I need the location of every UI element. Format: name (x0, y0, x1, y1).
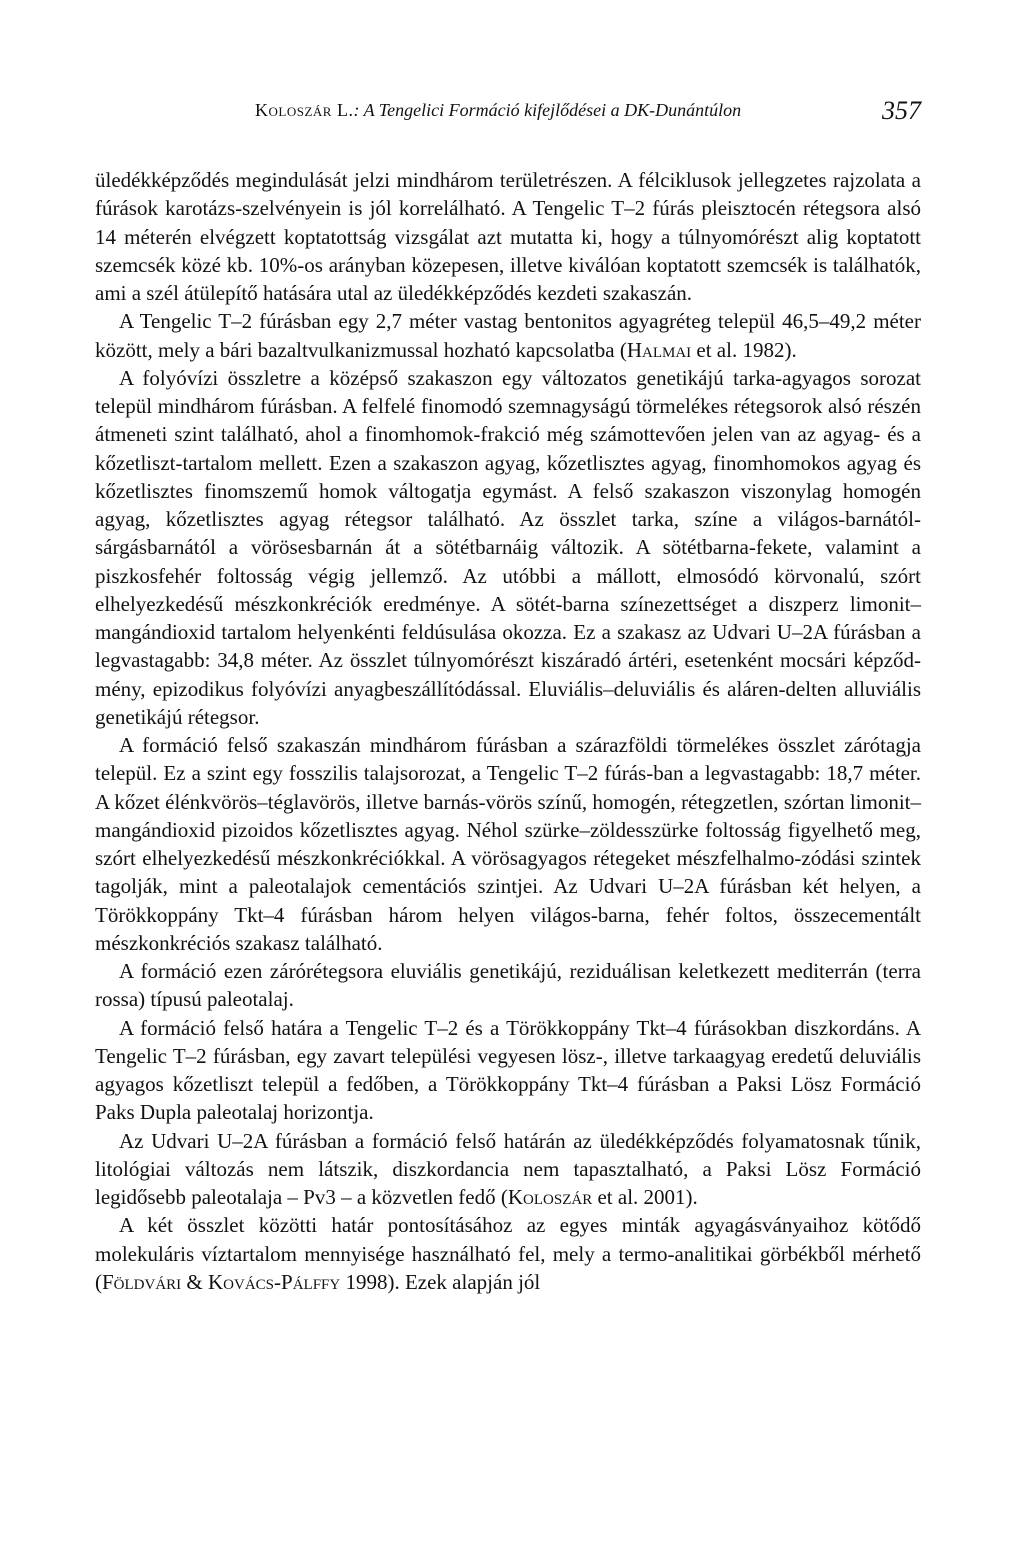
citation-author: Koloszár (507, 1185, 593, 1209)
paragraph-7-text: Az Udvari U–2A fúrásban a formáció felső határán az üledékképződés folyamatosnak tűnik, litológiai változás nem látszik, diszkordancia nem tapasztalható, a Paksi Lösz Formáció legidősebb paleotalaja – Pv3 – a közvetlen fedő ( (95, 1128, 921, 1209)
paragraph-4: A formáció felső szakaszán mindhárom fúrásban a szárazföldi törmelékes összlet zárótagja települ. Ez a szint egy fosszilis talajsorozat, a Tengelic T–2 fúrás-ban a legvastagabb: 18,7 méter. A kőzet élénkvörös–téglavörös, illetve barnás-vörös színű, homogén, rétegzetlen, szórtan limonit–mangándioxid pizoidos kőzetlisztes agyag. Néhol szürke–zöldesszürke foltosság figyelhető meg, szórt elhelyezkedésű mészkonkréciókkal. A vörösagyagos rétegeket mészfelhalmo-zódási szintek tagolják, mint a paleotalajok cementációs szintjei. Az Udvari U–2A fúrásban két helyen, a Törökkoppány Tkt–4 fúrásban három helyen világos-barna, fehér foltos, összecementált mészkonkréciós szakasz található. (95, 733, 921, 955)
citation-year: et al. 2001). (592, 1185, 698, 1209)
paragraph-2 (95, 307, 921, 364)
paragraph-8-text: A két összlet közötti határ pontosításához az egyes minták agyagásványaihoz kötődő molekuláris víztartalom mennyisége használható fel, mely a termo-analitikai görbékből mérhető ( (95, 1213, 921, 1294)
paragraph-1: üledékképződés megindulását jelzi mindhárom területrészen. A félciklusok jellegzetes rajzolata a fúrások karotázs-szelvényein is jól korrelálható. A Tengelic T–2 fúrás pleisztocén rétegsora alsó 14 méterén elvégzett koptatottság vizsgálat azt mutatta ki, hogy a túlnyomórészt alig koptatott szemcsék közé kb. 10%-os arányban közepesen, illetve kiválóan koptatott szemcsék is találhatók, ami a szél átülepítő hatására utal az üledékképződés kezdeti szakaszán. (95, 168, 921, 305)
paragraph-3: A folyóvízi összletre a középső szakaszon egy változatos genetikájú tarka-agyagos sorozat települ mindhárom fúrásban. A felfelé finomodó szemnagyságú törmelékes rétegsorok alsó részén átmeneti szint található, ahol a finomhomok-frakció még számottevően jelen van az agyag- és a kőzetliszt-tartalom mellett. Ezen a szakaszon agyag, kőzetlisztes agyag, finomhomokos agyag és kőzetlisztes finomszemű homok váltogatja egymást. A felső szakaszon viszonylag homogén agyag, kőzetlisztes agyag rétegsor található. Az összlet tarka, színe a világos-barnától-sárgásbarnától a vörösesbarnán át a sötétbarnáig változik. A sötétbarna-fekete, valamint a piszkosfehér foltosság végig jellemző. Az utóbbi a mállott, elmosódó körvonalú, szórt elhelyezkedésű mészkonkréciók eredménye. A sötét-barna színezettséget a diszperz limonit–mangándioxid tartalom helyenkénti feldúsulása okozza. Ez a szakasz az Udvari U–2A fúrásban a legvastagabb: 34,8 méter. Az összlet túlnyomórészt kiszáradó ártéri, esetenként mocsári képződ-mény, epizodikus folyóvízi anyagbeszállítódással. Eluviális–deluviális és aláren-delten alluviális genetikájú rétegsor. (95, 365, 921, 729)
citation-author: Halmai (626, 337, 692, 362)
paragraph-2-text: A Tengelic T–2 fúrásban egy 2,7 méter vastag bentonitos agyagréteg települ 46,5–49,2 méter között, mely a bári bazaltvulkanizmussal hozható kapcsolatba ( (95, 309, 921, 362)
citation-ampersand: & (181, 1269, 209, 1294)
page-number: 357 (882, 96, 921, 125)
paragraph-5: A formáció ezen zárórétegsora eluviális genetikájú, reziduálisan keletkezett mediterrán (terra rossa) típusú paleotalaj. (95, 959, 921, 1012)
paragraph-7 (95, 1127, 921, 1212)
paragraph-8 (95, 1211, 921, 1296)
running-head (95, 96, 921, 136)
running-article-title: : A Tengelici Formáció kifejlődései a DK-Dunántúlon (353, 100, 742, 120)
citation-author-2: Kovács-Pálffy (208, 1269, 341, 1294)
citation-author: Földvári (102, 1269, 182, 1294)
running-title (255, 100, 741, 121)
body-text (95, 166, 921, 1296)
citation-year: et al. 1982). (691, 337, 797, 362)
citation-year: 1998). Ezek alapján jól (340, 1269, 541, 1294)
running-author: Koloszár L. (255, 100, 354, 120)
paragraph-6: A formáció felső határa a Tengelic T–2 és a Törökkoppány Tkt–4 fúrásokban diszkordáns. A Tengelic T–2 fúrásban, egy zavart települési vegyesen lösz-, illetve tarkaagyag eredetű deluviális agyagos kőzetliszt települ a fedőben, a Törökkoppány Tkt–4 fúrásban a Paksi Lösz Formáció Paks Dupla paleotalaj horizontja. (95, 1015, 921, 1125)
page (95, 96, 921, 1296)
